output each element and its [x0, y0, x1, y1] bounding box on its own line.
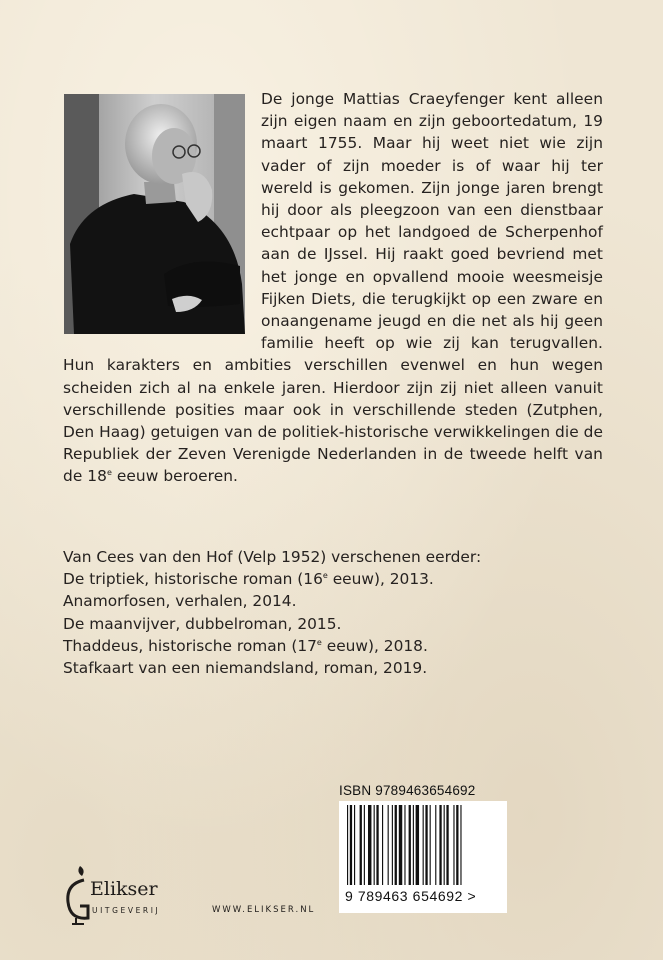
- work-item: Anamorfosen, verhalen, 2014.: [63, 592, 297, 611]
- blurb-text-main: De jonge Mattias Craeyfenger kent alleen zijn eigen naam en zijn geboortedatum, 19 maart 1755. Maar hij weet niet wie zijn vader of zijn moeder is of waar hij ter wereld is gekomen. Zijn jonge jaren brengt hij door als pleegzoon van een dienstbaar echtpaar op het landgoed de Scherpenhof aan de IJssel. Hij raakt goed bevriend met het jonge en opvallend mooie weesmeisje Fijken Diets, die terugkijkt op een zware en onaangename jeugd en die net als hij geen familie heeft op wie zij kan terugvallen. Hun karakters en ambities verschillen evenwel en hun wegen scheiden zich al na enkele jaren. Hierdoor zijn zij niet alleen vanuit verschillende posities maar ook in verschillende steden (Zutphen, Den Haag) getuigen van de politiek-historische verwikkelingen die de Republiek der Zeven Verenigde Nederlanden in de tweede helft van de 18: [63, 90, 604, 486]
- photo-spacer: [63, 88, 261, 346]
- publisher-name: Elikser: [90, 878, 158, 900]
- barcode-digits: 9 789463 654692 >: [345, 888, 477, 904]
- isbn-label: ISBN 9789463654692: [339, 783, 476, 798]
- isbn-barcode: [339, 783, 507, 913]
- previous-works: [63, 546, 603, 679]
- publisher-logo: [62, 862, 202, 932]
- blurb-text-end: eeuw beroeren.: [111, 467, 238, 486]
- work-item: Stafkaart van een niemandsland, roman, 2019.: [63, 659, 428, 678]
- works-intro: Van Cees van den Hof (Velp 1952) verschenen eerder:: [63, 548, 482, 566]
- barcode-panel: [339, 801, 507, 913]
- blurb-paragraph: [63, 88, 603, 488]
- publisher-sub: UITGEVERIJ: [92, 906, 161, 915]
- work-item: Thaddeus, historische roman (17e eeuw), 2018.: [63, 636, 428, 655]
- work-item: De triptiek, historische roman (16e eeuw), 2013.: [63, 570, 434, 589]
- publisher-url[interactable]: WWW.ELIKSER.NL: [212, 905, 316, 915]
- blurb-superscript: e: [106, 468, 112, 478]
- barcode-bars-icon: [347, 805, 499, 889]
- work-item: De maanvijver, dubbelroman, 2015.: [63, 614, 342, 633]
